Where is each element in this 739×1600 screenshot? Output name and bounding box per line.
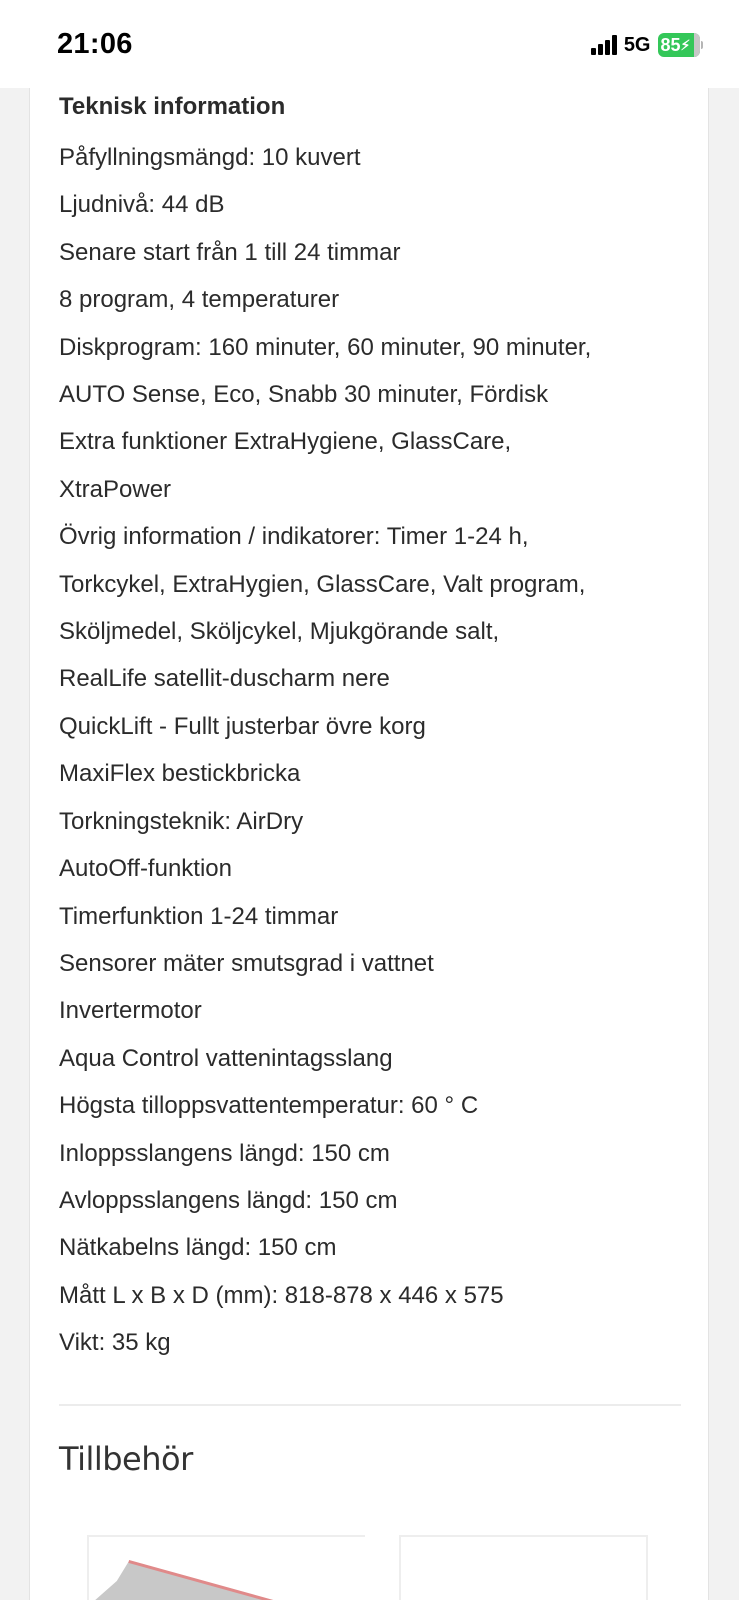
spec-line: Nätkabelns längd: 150 cm xyxy=(59,1234,337,1262)
spec-line: QuickLift - Fullt justerbar övre korg xyxy=(59,712,426,740)
spec-line: Aqua Control vattenintagsslang xyxy=(59,1044,393,1072)
spec-line: Vikt: 35 kg xyxy=(59,1329,171,1357)
accessories-title: Tillbehör xyxy=(59,1440,193,1478)
product-content-card xyxy=(29,88,709,1600)
spec-line: Torkcykel, ExtraHygien, GlassCare, Valt program, xyxy=(59,570,586,598)
battery-icon xyxy=(658,33,704,57)
technical-info-section xyxy=(59,88,679,1367)
spec-line: Senare start från 1 till 24 timmar xyxy=(59,238,401,266)
spec-line: RealLife satellit-duscharm nere xyxy=(59,665,390,693)
technical-info-title: Teknisk information xyxy=(59,93,286,120)
status-indicators xyxy=(591,33,703,57)
battery-empty-portion xyxy=(694,33,700,57)
accessory-card[interactable] xyxy=(87,1535,365,1600)
spec-line: 8 program, 4 temperaturer xyxy=(59,286,340,314)
spec-line: Avloppsslangens längd: 150 cm xyxy=(59,1186,398,1214)
spec-line: Högsta tilloppsvattentemperatur: 60 ° C xyxy=(59,1092,479,1120)
accessory-card[interactable] xyxy=(399,1535,648,1600)
battery-cap xyxy=(701,41,704,49)
charging-bolt-icon: ⚡︎ xyxy=(680,36,691,53)
spec-line: MaxiFlex bestickbricka xyxy=(59,760,301,788)
spec-line: Sensorer mäter smutsgrad i vattnet xyxy=(59,949,434,977)
spec-line: Torkningsteknik: AirDry xyxy=(59,807,304,835)
section-divider xyxy=(59,1404,681,1406)
status-time: 21:06 xyxy=(57,28,133,60)
battery-percent: 85 xyxy=(660,34,681,55)
cellular-signal-icon xyxy=(591,35,617,55)
spec-line: Påfyllningsmängd: 10 kuvert xyxy=(59,144,361,171)
spec-line: Diskprogram: 160 minuter, 60 minuter, 90 minuter, xyxy=(59,333,592,361)
spec-line: Ljudnivå: 44 dB xyxy=(59,191,225,219)
spec-line: Mått L x B x D (mm): 818-878 x 446 x 575 xyxy=(59,1281,504,1309)
spec-line: Invertermotor xyxy=(59,997,202,1025)
network-type: 5G xyxy=(623,33,651,56)
battery-level-badge xyxy=(658,33,700,57)
spec-line: Inloppsslangens längd: 150 cm xyxy=(59,1139,390,1167)
accessory-product-image xyxy=(401,1537,646,1600)
technical-info-list xyxy=(59,134,679,1367)
spec-line: Extra funktioner ExtraHygiene, GlassCare, xyxy=(59,428,512,456)
accessory-product-image xyxy=(89,1537,365,1600)
spec-line: Övrig information / indikatorer: Timer 1-24 h, xyxy=(59,523,529,551)
spec-line: AutoOff-funktion xyxy=(59,855,232,883)
spec-line: Sköljmedel, Sköljcykel, Mjukgörande salt, xyxy=(59,618,500,646)
status-bar xyxy=(0,0,739,88)
spec-line: XtraPower xyxy=(59,475,172,503)
spec-line: AUTO Sense, Eco, Snabb 30 minuter, Fördisk xyxy=(59,381,549,409)
spec-line: Timerfunktion 1-24 timmar xyxy=(59,902,339,930)
